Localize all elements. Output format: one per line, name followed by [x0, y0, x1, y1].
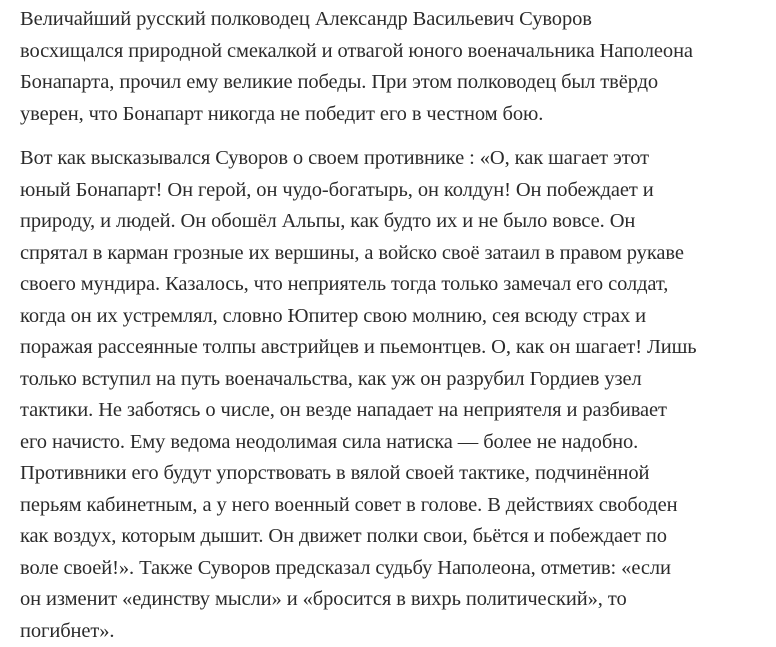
paragraph-quote: Вот как высказывался Суворов о своем противнике : «О, как шагает этот юный Бонапарт! Он герой, он чудо-богатырь, он колдун! Он побеждает и природу, и людей. Он обошёл Альпы, как будто их и не было вовсе. Он спрятал в карман грозные их вершины, а войско своё затаил в правом рукаве своего мундира. Казалось, что неприятель тогда только замечал его солдат, когда он их устремлял, словно Юпитер свою молнию, сея всюду страх и поражая рассеянные толпы австрийцев и пьемонтцев. О, как он шагает! Лишь только вступил на путь военачальства, как уж он разрубил Гордиев узел тактики. Не заботясь о числе, он везде нападает на неприятеля и разбивает его начисто. Ему ведома неодолимая сила натиска — более не надобно. Противники его будут упорствовать в вялой своей тактике, подчинённой перьям кабинетным, а у него военный совет в голове. В действиях свободен как воздух, которым дышит. Он движет полки свои, бьётся и побеждает по воле своей!». Также Суворов предсказал судьбу Наполеона, отметив: «если он изменит «единству мысли» и «бросится в вихрь политический», то погибнет».	[20, 147, 697, 642]
paragraph-intro: Величайший русский полководец Александр Васильевич Суворов восхищался природной смекалкой и отвагой юного военачальника Наполеона Бонапарта, прочил ему великие победы. При этом полководец был твёрдо уверен, что Бонапарт никогда не победит его в честном бою.	[20, 8, 693, 125]
